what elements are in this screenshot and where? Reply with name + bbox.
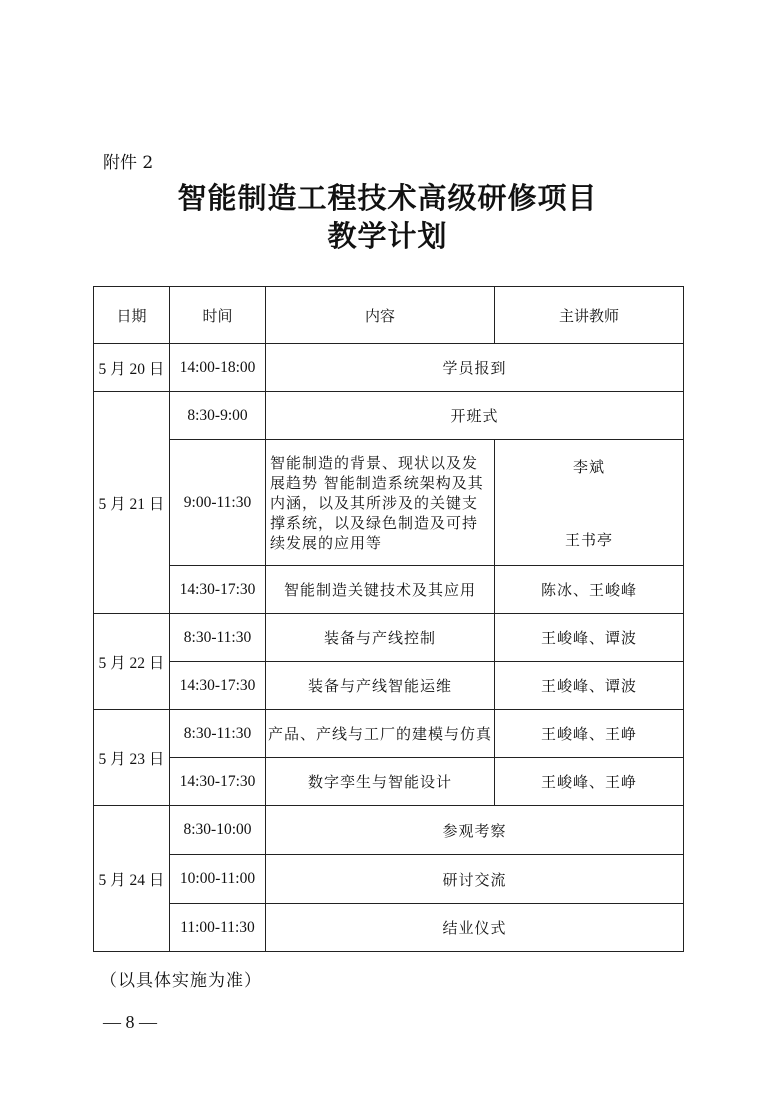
table-row — [94, 440, 684, 566]
date-cell: 5 月 21 日 — [94, 392, 170, 614]
content-cell: 智能制造的背景、现状以及发展趋势 智能制造系统架构及其内涵，以及其所涉及的关键支撑系统，以及绿色制造及可持续发展的应用等 — [266, 440, 495, 566]
content-cell: 结业仪式 — [266, 904, 684, 952]
footnote: （以具体实施为准） — [100, 971, 262, 991]
header-content: 内容 — [266, 287, 495, 344]
time-cell: 14:30-17:30 — [170, 662, 266, 710]
time-cell: 8:30-11:30 — [170, 710, 266, 758]
schedule-table — [93, 286, 684, 952]
time-cell: 14:30-17:30 — [170, 758, 266, 806]
date-cell: 5 月 22 日 — [94, 614, 170, 710]
content-cell: 装备与产线控制 — [266, 614, 495, 662]
time-cell: 10:00-11:00 — [170, 855, 266, 904]
table-row — [94, 662, 684, 710]
table-row — [94, 904, 684, 952]
table-row — [94, 806, 684, 855]
content-cell: 产品、产线与工厂的建模与仿真 — [266, 710, 495, 758]
header-teacher: 主讲教师 — [495, 287, 684, 344]
teacher-name: 李斌 — [572, 457, 605, 476]
teacher-cell: 王峻峰、王峥 — [495, 710, 684, 758]
time-cell: 8:30-10:00 — [170, 806, 266, 855]
time-cell: 14:30-17:30 — [170, 566, 266, 614]
teacher-name: 王书亭 — [564, 530, 613, 549]
content-cell: 装备与产线智能运维 — [266, 662, 495, 710]
content-cell: 开班式 — [266, 392, 684, 440]
content-cell: 参观考察 — [266, 806, 684, 855]
table-row — [94, 392, 684, 440]
time-cell: 8:30-11:30 — [170, 614, 266, 662]
table-row — [94, 855, 684, 904]
teacher-cell: 王峻峰、谭波 — [495, 614, 684, 662]
date-cell: 5 月 20 日 — [94, 344, 170, 392]
table-row — [94, 566, 684, 614]
header-time: 时间 — [170, 287, 266, 344]
time-cell: 9:00-11:30 — [170, 440, 266, 566]
header-date: 日期 — [94, 287, 170, 344]
content-cell: 学员报到 — [266, 344, 684, 392]
attachment-label: 附件 2 — [103, 153, 154, 173]
time-cell: 11:00-11:30 — [170, 904, 266, 952]
table-row — [94, 758, 684, 806]
content-cell: 数字孪生与智能设计 — [266, 758, 495, 806]
table-row — [94, 614, 684, 662]
date-cell: 5 月 24 日 — [94, 806, 170, 952]
time-cell: 14:00-18:00 — [170, 344, 266, 392]
table-header-row — [94, 287, 684, 344]
table-row — [94, 710, 684, 758]
teacher-cell — [495, 440, 684, 566]
page-number: — 8 — — [103, 1012, 157, 1032]
content-cell: 研讨交流 — [266, 855, 684, 904]
date-cell: 5 月 23 日 — [94, 710, 170, 806]
teacher-cell: 陈冰、王峻峰 — [495, 566, 684, 614]
teacher-cell: 王峻峰、谭波 — [495, 662, 684, 710]
content-cell: 智能制造关键技术及其应用 — [266, 566, 495, 614]
table-row — [94, 344, 684, 392]
time-cell: 8:30-9:00 — [170, 392, 266, 440]
document-title: 智能制造工程技术高级研修项目 — [177, 181, 598, 215]
teacher-cell: 王峻峰、王峥 — [495, 758, 684, 806]
document-subtitle: 教学计划 — [327, 219, 448, 253]
